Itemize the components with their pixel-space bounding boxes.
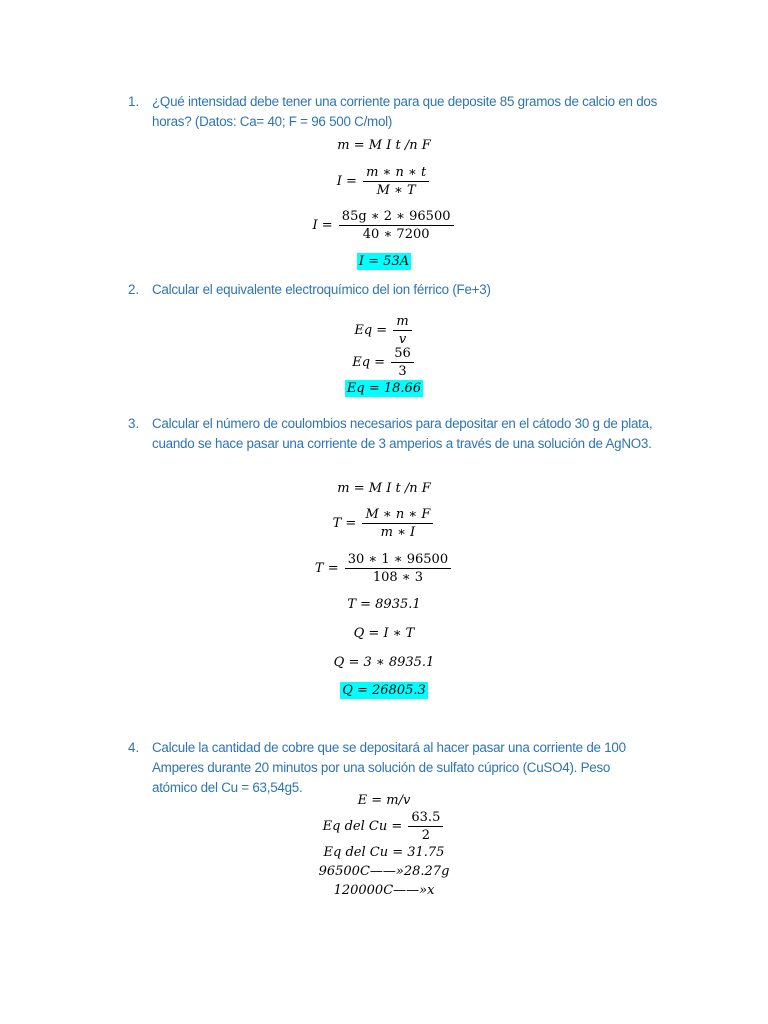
p2-eq2-fraction — [391, 346, 414, 379]
p2-eq1-denominator: v — [398, 332, 407, 347]
p4-equation-2 — [0, 810, 768, 843]
p1-eq3-numerator: 85g ∗ 2 ∗ 96500 — [339, 209, 454, 226]
p3-equation-4: T = 8935.1 — [347, 597, 421, 612]
p1-eq3-denominator: 40 ∗ 7200 — [362, 227, 430, 242]
p2-equation-1 — [0, 314, 768, 347]
p1-equation-3 — [0, 209, 768, 242]
p4-equation-5: 120000C——»x — [333, 883, 435, 898]
p1-equation-2 — [0, 165, 768, 198]
p3-eq3-lhs: T = — [314, 561, 339, 576]
p1-equation-1: m = M I t /n F — [337, 138, 431, 153]
p1-eq2-numerator: m ∗ n ∗ t — [363, 165, 429, 182]
p3-eq2-fraction — [362, 507, 433, 540]
problem-2-number: 2. — [128, 282, 140, 297]
p3-equation-6: Q = 3 ∗ 8935.1 — [333, 655, 435, 670]
p1-answer — [0, 254, 768, 270]
p4-equation-1: E = m/v — [357, 793, 411, 808]
p4-eq2-fraction — [408, 810, 443, 843]
p1-eq3-lhs: I = — [312, 218, 333, 233]
p3-equation-5: Q = I ∗ T — [353, 626, 415, 641]
p2-eq2-denominator: 3 — [398, 364, 407, 379]
p3-eq3-denominator: 108 ∗ 3 — [372, 570, 424, 585]
p3-equation-3 — [0, 552, 768, 585]
p2-eq1-numerator: m — [393, 314, 411, 331]
p2-answer — [0, 381, 768, 397]
p2-eq1-lhs: Eq = — [354, 323, 388, 338]
p1-eq3-fraction — [339, 209, 454, 242]
p3-eq2-numerator: M ∗ n ∗ F — [362, 507, 433, 524]
problem-3-question: Calcular el número de coulombios necesarios para depositar en el cátodo 30 g de plata, cuando se hace pasar una corriente de 3 amperios a través de una solución de AgNO3. — [152, 416, 653, 451]
p3-equation-1: m = M I t /n F — [337, 481, 431, 496]
p2-eq2-lhs: Eq = — [352, 355, 386, 370]
p3-eq3-numerator: 30 ∗ 1 ∗ 96500 — [345, 552, 451, 569]
p2-equation-2 — [0, 346, 768, 379]
problem-4-question: Calcule la cantidad de cobre que se depositará al hacer pasar una corriente de 100 Amperes durante 20 minutos por una solución de sulfato cúprico (CuSO4). Peso atómico del Cu = 63,54g5. — [152, 740, 626, 795]
p2-eq1-fraction — [393, 314, 411, 347]
p2-eq2-numerator: 56 — [391, 346, 414, 363]
p4-eq2-lhs: Eq del Cu = — [322, 819, 403, 834]
problem-3-text — [128, 414, 658, 454]
p4-equation-4: 96500C——»28.27g — [318, 864, 450, 879]
problem-2-text — [128, 280, 658, 300]
p3-eq3-fraction — [345, 552, 451, 585]
p1-eq2-lhs: I = — [336, 174, 357, 189]
p3-answer — [0, 683, 768, 699]
problem-4-number: 4. — [128, 740, 140, 755]
p3-eq2-lhs: T = — [332, 516, 357, 531]
problem-1-number: 1. — [128, 94, 140, 109]
problem-1-text — [128, 92, 658, 132]
p3-eq2-denominator: m ∗ I — [380, 525, 416, 540]
p1-eq2-denominator: M ∗ T — [376, 183, 416, 198]
problem-2-question: Calcular el equivalente electroquímico del ion férrico (Fe+3) — [152, 282, 491, 297]
problem-4-text — [128, 738, 658, 798]
p1-eq2-fraction — [363, 165, 429, 198]
p1-answer-highlight: I = 53A — [358, 254, 410, 269]
p4-eq2-denominator: 2 — [421, 828, 430, 843]
problem-1-question: ¿Qué intensidad debe tener una corriente para que deposite 85 gramos de calcio en dos horas? (Datos: Ca= 40; F = 96 500 C/mol) — [152, 94, 658, 129]
p3-answer-highlight: Q = 26805.3 — [342, 683, 426, 698]
p3-equation-2 — [0, 507, 768, 540]
p4-eq2-numerator: 63.5 — [408, 810, 443, 827]
problem-3-number: 3. — [128, 416, 140, 431]
p4-equation-3: Eq del Cu = 31.75 — [323, 845, 445, 860]
p2-answer-highlight: Eq = 18.66 — [346, 381, 422, 396]
